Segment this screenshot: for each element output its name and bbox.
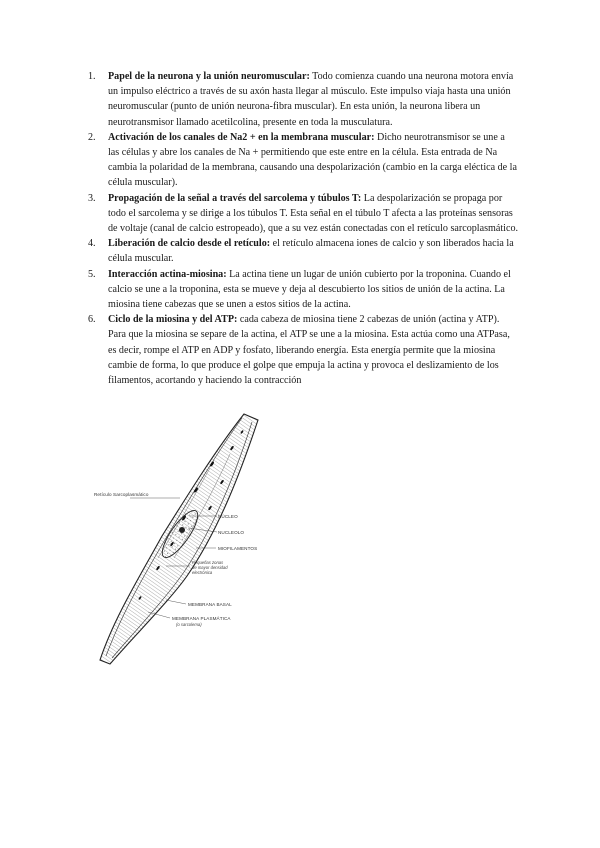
label-miofilamentos: MIOFILAMENTOS bbox=[218, 546, 258, 551]
item-lead: Interacción actina-miosina: bbox=[108, 268, 227, 280]
item-lead: Liberación de calcio desde el retículo: bbox=[108, 238, 271, 250]
label-nucleolo: NUCLEOLO bbox=[218, 530, 245, 535]
item-lead: Papel de la neurona y la unión neuromuscular: bbox=[108, 71, 310, 82]
label-membrana-basal: MEMBRANA BASAL bbox=[188, 602, 232, 607]
muscle-fiber-figure bbox=[92, 408, 292, 674]
item-text: cada cabeza de miosina tiene 2 cabezas de unión (actina y ATP). Para que la miosina se separe de la actina, el ATP se une a la miosina. Esta actúa como una ATPasa, es decir, rompe el ATP en ADP y fosfato, liberando energía. Esta energía permite que la miosina cambie de forma, lo que produce el golpe que empuja la actina y provoca el deslizamiento de los filamentos, acortando y haciendo la contracción bbox=[108, 314, 510, 387]
nucleolus-shape bbox=[179, 527, 185, 533]
list-item bbox=[86, 69, 518, 130]
item-lead: Propagación de la señal a través del sarcolema y túbulos T: bbox=[108, 192, 362, 204]
label-pequenas-zonas-1: Pequeñas zonas bbox=[192, 560, 224, 565]
item-number: 5. bbox=[88, 268, 96, 280]
list-item bbox=[86, 191, 518, 237]
item-text: La despolarización se propaga por todo el sarcolema y se dirige a los túbulos T. Esta señal en el túbulo T afecta a las proteínas sensoras de voltaje (canal de calcio estropeado), que a su vez están conectadas con el retículo sarcoplasmático. bbox=[108, 192, 519, 235]
list-item bbox=[86, 267, 518, 313]
label-pequenas-zonas-2: de mayor densidad bbox=[192, 565, 228, 570]
item-lead: Ciclo de la miosina y del ATP: bbox=[108, 314, 238, 326]
label-pequenas-zonas-3: electrónica bbox=[192, 570, 213, 575]
item-number: 2. bbox=[88, 131, 96, 143]
list-item bbox=[86, 130, 518, 191]
label-membrana-plasmatica: MEMBRANA PLASMÁTICA bbox=[172, 616, 231, 621]
muscle-fiber-illustration bbox=[92, 408, 292, 674]
item-text: Todo comienza cuando una neurona motora envía un impulso eléctrico a través de su axón hasta llegar al músculo. Este impulso viaja hasta una unión neuromuscular (punto de unión neurona-fibra muscular). En esta unión, la neurona libera un neurotransmisor llamado acetilcolina, presente en toda la musculatura. bbox=[108, 71, 514, 128]
item-text: Dicho neurotransmisor se une a las células y abre los canales de Na + permitiendo que este entre en la célula. Esta entrada de Na cambia la polaridad de la membrana, causando una despolarización (cambio en la carga eléctica de la célula muscular). bbox=[108, 131, 517, 189]
label-nucleo: NÚCLEO bbox=[218, 514, 238, 519]
list-item bbox=[86, 312, 518, 388]
list-item bbox=[86, 236, 518, 266]
item-number: 6. bbox=[88, 314, 96, 326]
item-number: 1. bbox=[88, 71, 96, 82]
label-reticulo: Retículo Sarcoplasmático bbox=[94, 492, 149, 497]
label-sarcolema: (o sarcolema) bbox=[176, 622, 202, 627]
item-text: La actina tiene un lugar de unión cubierto por la troponina. Cuando el calcio se une a la troponina, esta se mueve y deja al descubierto los sitios de unión de la actina. La miosina tiene cabezas que se unen a estos sitios de la actina. bbox=[108, 268, 511, 311]
contraction-steps-list bbox=[86, 69, 518, 388]
item-number: 4. bbox=[88, 238, 96, 250]
item-number: 3. bbox=[88, 192, 96, 204]
item-lead: Activación de los canales de Na2 + en la membrana muscular: bbox=[108, 131, 375, 143]
item-text: el retículo almacena iones de calcio y son liberados hacia la célula muscular. bbox=[108, 238, 514, 265]
